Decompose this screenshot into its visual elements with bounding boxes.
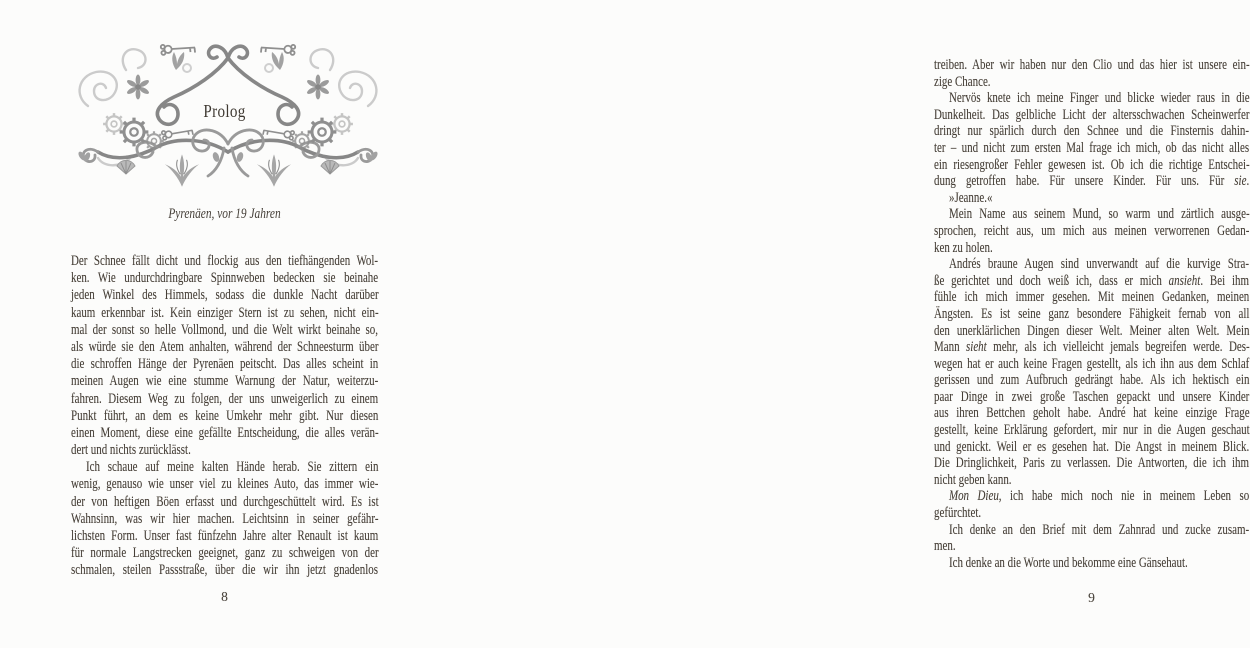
text-line-content xyxy=(934,289,1249,306)
text-line xyxy=(71,562,378,579)
italic-text-run: ansieht xyxy=(1168,272,1201,289)
text-line xyxy=(71,391,378,408)
text-run: jeden Winkel des Himmels, sodass die dunkle Nacht darüber xyxy=(71,287,379,304)
text-line-content xyxy=(71,511,378,528)
text-line xyxy=(71,408,378,425)
text-line-content xyxy=(71,562,378,579)
italic-text-run: Mon Dieu xyxy=(948,488,999,505)
text-line-content xyxy=(934,107,1250,124)
text-line-content xyxy=(949,90,1250,107)
text-run: gerissen und zum Aufbruch gedrängt habe. Als ich hektisch ein xyxy=(934,372,1250,389)
chapter-subtitle: Pyrenäen, vor 19 Jahren xyxy=(168,206,281,222)
text-line-content xyxy=(949,256,1249,273)
text-line xyxy=(934,240,1249,257)
text-run: zige Chance. xyxy=(934,73,991,90)
text-run: , ich habe mich noch nie in meinem Leben so xyxy=(998,488,1250,505)
text-line xyxy=(949,555,1249,572)
text-run: der von heftigen Böen erfasst und durchgeschüttelt wird. Es ist xyxy=(71,493,379,510)
text-run: mal der sonst so helle Vollmond, und die Welt wirkt beinahe so, xyxy=(71,321,378,338)
text-line-content xyxy=(86,459,379,476)
text-run: gefürchtet. xyxy=(934,505,982,522)
text-line-content xyxy=(934,123,1249,140)
text-line-content xyxy=(934,439,1249,456)
text-line-content xyxy=(934,173,1249,190)
text-line-content xyxy=(949,488,1249,505)
text-line xyxy=(71,511,378,528)
text-line xyxy=(71,287,378,304)
text-run: Dunkelheit. Das gelbliche Licht der altersschwachen Scheinwerfer xyxy=(934,106,1250,123)
text-line-content xyxy=(934,389,1249,406)
italic-text-run: sieht xyxy=(966,339,987,356)
text-line xyxy=(934,472,1249,489)
text-run: dung getroffen habe. Für unsere Kinder. Für uns. Für xyxy=(934,173,1235,190)
text-run: men. xyxy=(934,538,956,555)
right-text-column xyxy=(934,57,1249,571)
text-line-content xyxy=(934,273,1249,290)
text-run: mehr, als ich vielleicht jemals begreifen werde. Des- xyxy=(986,339,1250,356)
text-line xyxy=(934,339,1249,356)
text-run: Ich denke an die Worte und bekomme eine Gänsehaut. xyxy=(948,554,1188,571)
text-line-content xyxy=(71,408,378,425)
text-line xyxy=(934,289,1249,306)
text-line-content xyxy=(934,472,1012,489)
text-line-content xyxy=(71,528,378,545)
text-run: die schroffen Hänge der Pyrenäen peitscht. Das alles scheint in xyxy=(71,356,379,373)
text-line xyxy=(86,459,378,476)
text-line-content xyxy=(934,74,991,91)
text-line-content xyxy=(934,306,1249,323)
text-line xyxy=(71,356,378,373)
text-line-content xyxy=(71,339,378,356)
text-line xyxy=(934,74,1249,91)
text-line-content xyxy=(934,356,1249,373)
text-run: Wahnsinn, was wir hier machen. Leichtsinn in seiner gefähr- xyxy=(71,510,379,527)
text-line xyxy=(934,372,1249,389)
text-run: wegen hat er auch keine Fragen gestellt, als ich ihn aus dem Schlaf xyxy=(934,355,1250,372)
book-page-right xyxy=(437,0,1250,648)
text-run: . Bei ihm xyxy=(1200,272,1250,289)
text-line xyxy=(71,373,378,390)
text-line xyxy=(934,389,1249,406)
text-line xyxy=(71,476,378,493)
text-run: »Jeanne.« xyxy=(948,189,993,206)
text-line xyxy=(934,323,1249,340)
text-run: Andrés braune Augen sind unverwandt auf die kurvige Stra- xyxy=(948,256,1250,273)
text-line xyxy=(934,223,1249,240)
text-line xyxy=(949,488,1249,505)
text-line-content xyxy=(934,405,1250,422)
text-line-content xyxy=(934,339,1250,356)
text-line-content xyxy=(934,223,1249,240)
text-line xyxy=(934,538,1249,555)
text-line-content xyxy=(71,391,378,408)
text-line-content xyxy=(934,422,1250,439)
book-page-left xyxy=(0,0,437,648)
text-run: meinen Augen wie eine stumme Warnung der Natur, weiterzu- xyxy=(71,373,379,390)
text-run: ein riesengroßer Fehler gewesen ist. Ob ich die richtige Entschei- xyxy=(934,156,1250,173)
text-line xyxy=(934,422,1249,439)
text-line-content xyxy=(71,442,191,459)
text-line-content xyxy=(934,240,993,257)
text-run: als würde sie den Atem anhalten, während der Schneesturm über xyxy=(71,338,379,355)
text-line xyxy=(71,270,378,287)
text-line-content xyxy=(71,322,378,339)
text-line-content xyxy=(949,190,992,207)
text-run: gestellt, keine Erklärung gefordert, mir nur in die Augen geschaut xyxy=(934,422,1250,439)
text-line-content xyxy=(934,455,1249,472)
text-run: wenig, genauso wie unser viel zu kleines Auto, das immer wie- xyxy=(71,476,379,493)
page-number-right: 9 xyxy=(1088,590,1095,605)
text-line xyxy=(934,356,1249,373)
text-line-content xyxy=(934,57,1250,74)
text-line xyxy=(71,545,378,562)
text-line xyxy=(71,305,378,322)
left-text-column xyxy=(71,253,378,580)
text-line xyxy=(934,405,1249,422)
text-run: aus ihren Bettchen geholt habe. André hat keine einzige Frage xyxy=(934,405,1250,422)
text-run: lichsten Form. Unser fast fünfzehn Jahre alter Renault ist kaum xyxy=(71,528,379,544)
text-run: Die Dringlichkeit, Paris zu verlassen. Die Antworten, die ich ihm xyxy=(934,455,1250,472)
text-run: nicht geben kann. xyxy=(934,471,1012,488)
text-line-content xyxy=(949,555,1188,572)
text-line xyxy=(71,339,378,356)
text-line-content xyxy=(71,494,379,511)
text-run: Mein Name aus seinem Mund, so warm und zärtlich ausge- xyxy=(948,206,1250,223)
text-line xyxy=(934,273,1249,290)
text-line-content xyxy=(934,140,1249,157)
chapter-title: Prolog xyxy=(203,101,246,121)
text-line xyxy=(934,140,1249,157)
text-run: fühle ich mich immer gesehen. Mit meinen Gedanken, meinen xyxy=(934,289,1250,306)
text-run: treiben. Aber wir haben nur den Clio und das hier ist unsere ein- xyxy=(934,57,1250,73)
text-line xyxy=(949,190,1249,207)
text-line xyxy=(71,253,378,270)
text-run: den unerklärlichen Dingen dieser Welt. Meiner alten Welt. Mein xyxy=(934,322,1250,339)
text-run: . xyxy=(1246,173,1250,190)
text-line xyxy=(934,505,1249,522)
text-line-content xyxy=(934,323,1250,340)
text-run: und genickt. Weil er es gesehen hat. Die Angst in meinem Blick. xyxy=(934,438,1250,455)
text-line xyxy=(71,425,378,442)
text-run: Ich denke an den Brief mit dem Zahnrad und zucke zusam- xyxy=(948,521,1250,538)
text-run: Nervös knete ich meine Finger und blicke wieder raus in die xyxy=(948,90,1250,107)
text-run: ken. Wie undurchdringbare Spinnweben bedecken sie beinahe xyxy=(71,270,379,287)
text-run: dert und nichts zurücklässt. xyxy=(71,442,191,459)
text-line xyxy=(949,522,1249,539)
text-line-content xyxy=(71,476,378,493)
text-line-content xyxy=(71,356,378,373)
text-line xyxy=(934,157,1249,174)
text-line-content xyxy=(934,157,1250,174)
text-line xyxy=(934,107,1249,124)
text-run: Mann xyxy=(934,339,967,356)
text-line-content xyxy=(934,538,956,555)
text-run: Ich schaue auf meine kalten Hände herab. Sie zittern ein xyxy=(85,459,379,476)
text-line xyxy=(71,528,378,545)
text-line xyxy=(71,322,378,339)
text-line xyxy=(934,123,1249,140)
text-line-content xyxy=(949,522,1249,539)
text-line-content xyxy=(949,206,1250,223)
page-number-left: 8 xyxy=(221,589,228,604)
text-line-content xyxy=(71,305,379,322)
text-line xyxy=(949,206,1249,223)
text-line-content xyxy=(71,373,378,390)
text-line xyxy=(949,256,1249,273)
text-run: schmalen, steilen Passstraße, über die wir ihn jetzt gnadenlos xyxy=(71,562,379,579)
text-line-content xyxy=(71,270,378,287)
text-run: einen Moment, diese eine gefällte Entscheidung, die alles verän- xyxy=(71,424,379,441)
text-run: fahren. Diesem Weg zu folgen, der uns unweigerlich zu einem xyxy=(71,390,379,407)
text-run: paar Dinge in zwei große Taschen gepackt und unsere Kinder xyxy=(934,388,1250,405)
text-line-content xyxy=(934,372,1249,389)
text-run: für normale Langstrecken geeignet, ganz zu schweigen von der xyxy=(71,545,379,562)
text-line xyxy=(934,439,1249,456)
text-run: Der Schnee fällt dicht und flockig aus den tiefhängenden Wol- xyxy=(71,253,379,269)
text-line-content xyxy=(71,545,379,562)
text-run: Ängsten. Es ist seine ganz besondere Fähigkeit fernab von all xyxy=(934,305,1250,322)
text-line-content xyxy=(71,425,379,442)
text-line xyxy=(934,57,1249,74)
text-run: Punkt führt, an dem es keine Umkehr mehr gibt. Nur diesen xyxy=(71,407,379,424)
text-run: sprochen, reicht aus, um mich aus meinen verworrenen Gedan- xyxy=(934,222,1250,239)
text-run: dringt nur spärlich durch den Schnee und die Finsternis dahin- xyxy=(934,123,1250,140)
italic-text-run: sie xyxy=(1234,173,1247,190)
text-run: ter – und nicht zum ersten Mal frage ich mich, ob das nicht alles xyxy=(934,139,1250,156)
text-line-content xyxy=(934,505,981,522)
text-line xyxy=(934,455,1249,472)
text-line xyxy=(949,90,1249,107)
text-line xyxy=(934,173,1249,190)
text-line xyxy=(71,494,378,511)
text-line-content xyxy=(71,287,379,304)
text-run: ße gerichtet und doch weiß ich, dass er mich xyxy=(934,272,1169,289)
text-line-content xyxy=(71,253,378,270)
text-run: ken zu holen. xyxy=(934,239,993,256)
text-line xyxy=(71,442,378,459)
text-run: kaum erkennbar ist. Kein einziger Stern ist zu sehen, nicht ein- xyxy=(71,304,379,321)
text-line xyxy=(934,306,1249,323)
